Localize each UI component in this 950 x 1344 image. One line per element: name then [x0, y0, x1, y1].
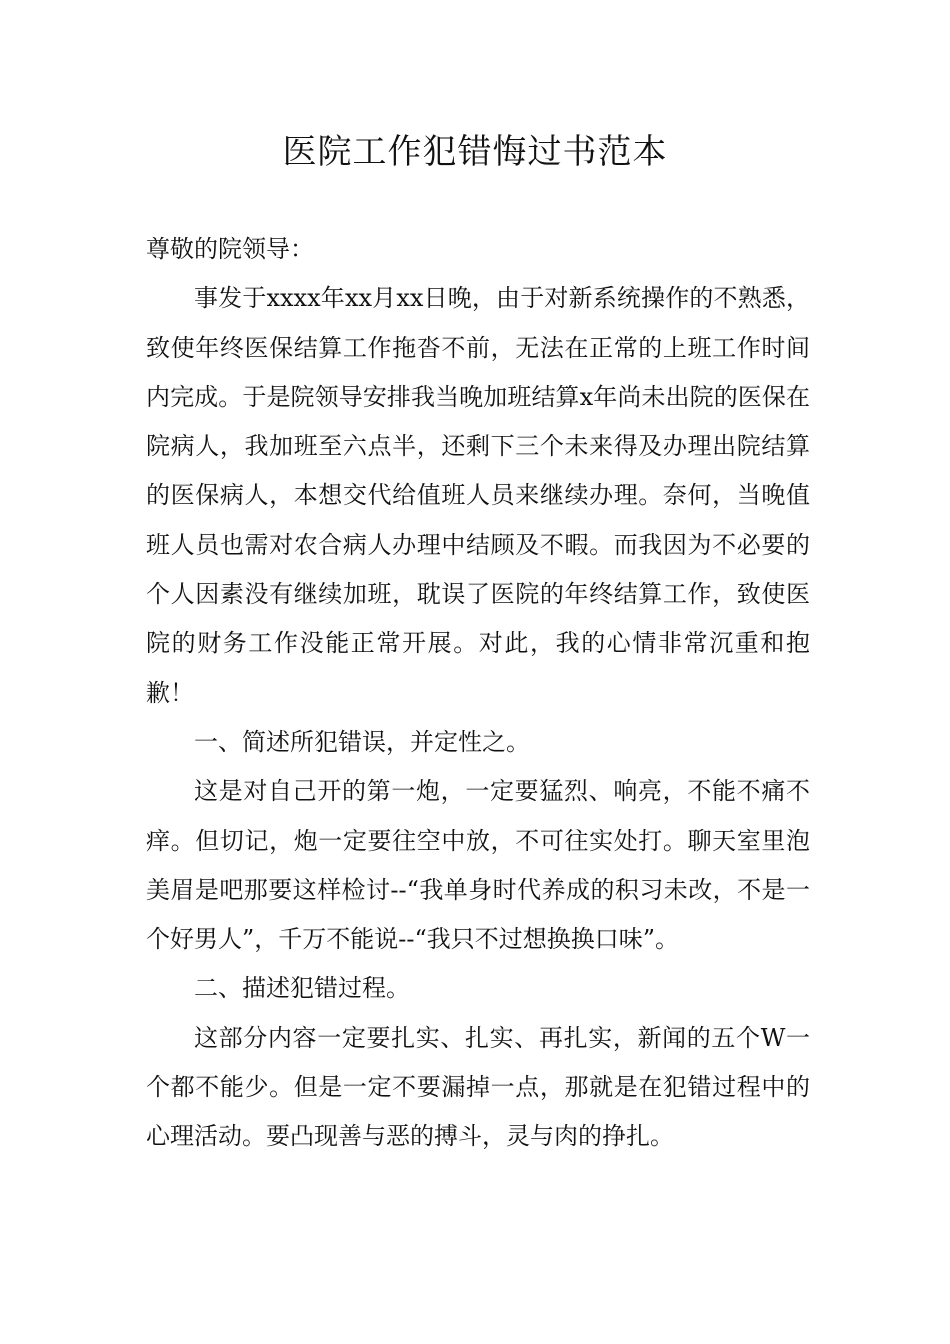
document-title: 医院工作犯错悔过书范本 — [282, 132, 668, 172]
document-body — [146, 225, 810, 1162]
section-heading-2: 二、描述犯错过程。 — [194, 974, 410, 1003]
paragraph-section-1: 这是对自己开的第一炮，一定要猛烈、响亮，不能不痛不痒。但切记，炮一定要往空中放，不可往实处打。聊天室里泡美眉是吧那要这样检讨--“我单身时代养成的积习未改，不是一个好男人”，千万不能说--“我只不过想换换口味”。 — [146, 777, 810, 954]
paragraph-incident: 事发于xxxx年xx月xx日晚，由于对新系统操作的不熟悉，致使年终医保结算工作拖沓不前，无法在正常的上班工作时间内完成。于是院领导安排我当晚加班结算x年尚未出院的医保在院病人，我加班至六点半，还剩下三个未来得及办理出院结算的医保病人，本想交代给值班人员来继续办理。奈何，当晚值班人员也需对农合病人办理中结顾及不暇。而我因为不必要的个人因素没有继续加班，耽误了医院的年终结算工作，致使医院的财务工作没能正常开展。对此，我的心情非常沉重和抱歉！ — [146, 284, 810, 707]
paragraph-section-2: 这部分内容一定要扎实、扎实、再扎实，新闻的五个W一个都不能少。但是一定不要漏掉一点，那就是在犯错过程中的心理活动。要凸现善与恶的搏斗，灵与肉的挣扎。 — [146, 1023, 810, 1151]
section-heading-1: 一、简述所犯错误，并定性之。 — [194, 727, 530, 756]
salutation: 尊敬的院领导： — [146, 235, 314, 263]
